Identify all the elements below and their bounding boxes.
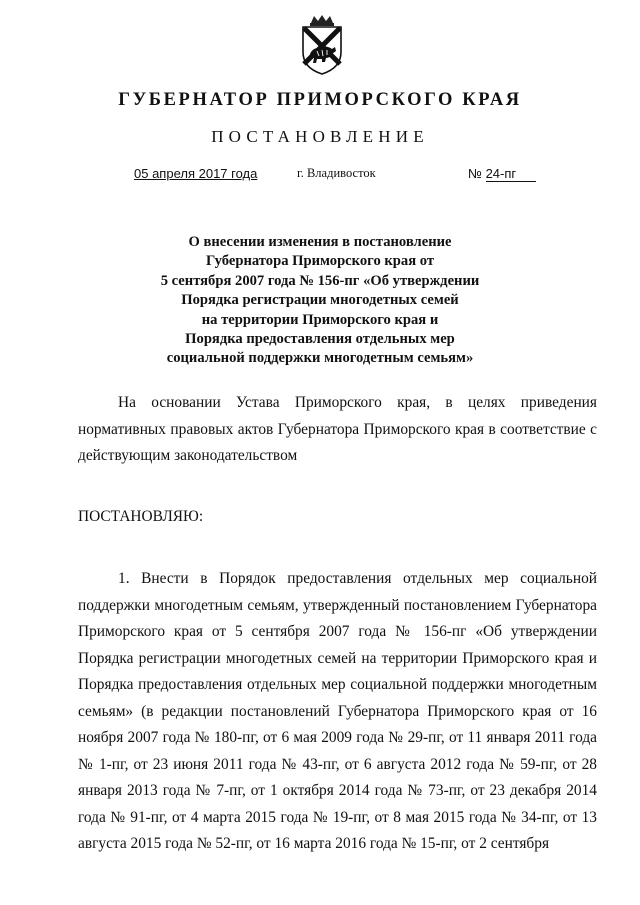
- coat-of-arms-icon: [297, 14, 347, 76]
- document-subject: [110, 233, 530, 369]
- number-sign: №: [468, 166, 482, 181]
- subject-line: социальной поддержки многодетным семьям»: [166, 350, 474, 367]
- subject-line: Губернатора Приморского края от: [205, 253, 435, 270]
- decree-heading: ПОСТАНОВЛЯЮ:: [78, 508, 204, 525]
- subject-line: 5 сентября 2007 года № 156-пг «Об утверждении: [160, 272, 480, 289]
- subject-line: Порядка регистрации многодетных семей: [181, 292, 459, 309]
- number-value: 24-пг: [486, 167, 536, 182]
- subject-line: на территории Приморского края и: [201, 311, 439, 328]
- subject-line: Порядка предоставления отдельных мер: [185, 331, 455, 348]
- document-date: 05 апреля 2017 года: [134, 166, 258, 181]
- document-city: г. Владивосток: [297, 166, 376, 180]
- preamble-paragraph: На основании Устава Приморского края, в целях приведения нормативных правовых актов Губернатора Приморского края в соответствие с действующим законодательством: [78, 394, 597, 464]
- document-type: ПОСТАНОВЛЕНИЕ: [211, 127, 429, 146]
- subject-line: О внесении изменения в постановление: [188, 234, 452, 250]
- document-number: [468, 166, 536, 182]
- organization-title: ГУБЕРНАТОР ПРИМОРСКОГО КРАЯ: [118, 90, 522, 110]
- item-1-paragraph: 1. Внести в Порядок предоставления отдельных мер социальной поддержки многодетным семьям, утвержденный постановлением Губернатора Приморского края от 5 сентября 2007 года № 156-пг «Об утверждении Порядка регистрации многодетных семей на территории Приморского края и Порядка предоставления отдельных мер социальной поддержки многодетным семьям» (в редакции постановлений Губернатора Приморского края от 16 ноября 2007 года № 180-пг, от 6 мая 2009 года № 29-пг, от 11 января 2011 года № 1-пг, от 23 июня 2011 года № 43-пг, от 6 августа 2012 года № 59-пг, от 28 января 2013 года № 7-пг, от 1 октября 2014 года № 73-пг, от 23 декабря 2014 года № 91-пг, от 4 марта 2015 года № 19-пг, от 8 мая 2015 года № 34-пг, от 13 августа 2015 года № 52-пг, от 16 марта 2016 года № 15-пг, от 2 сентября: [78, 570, 597, 852]
